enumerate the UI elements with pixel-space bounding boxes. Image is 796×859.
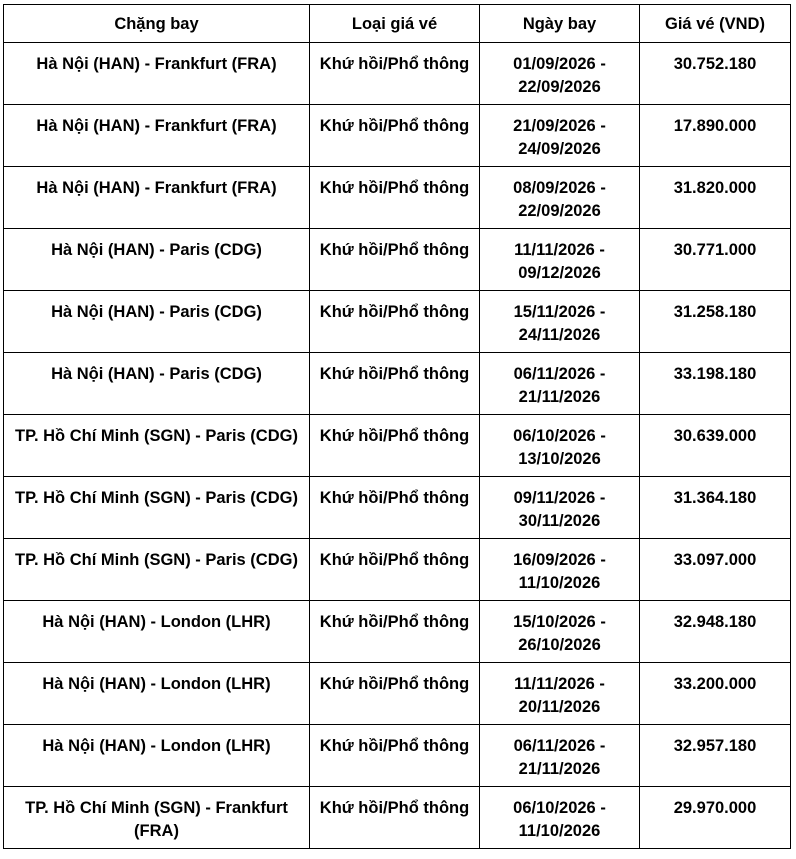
route-text: Hà Nội (HAN) - Frankfurt (FRA) [36, 117, 277, 135]
table-row [4, 229, 791, 291]
price-cell: 31.258.180 [640, 291, 791, 353]
price-cell: 33.198.180 [640, 353, 791, 415]
flight-date-cell [480, 415, 640, 477]
fare-type-cell: Khứ hồi/Phổ thông [310, 105, 480, 167]
header-flight-date: Ngày bay [480, 5, 640, 43]
header-row [4, 5, 791, 43]
route-cell [4, 725, 310, 787]
date-from: 15/10/2026 - [513, 613, 606, 631]
fare-type-cell: Khứ hồi/Phổ thông [310, 43, 480, 105]
fare-type-cell: Khứ hồi/Phổ thông [310, 477, 480, 539]
flight-date-cell [480, 601, 640, 663]
flight-date-cell [480, 105, 640, 167]
fare-table-header [4, 5, 791, 43]
date-from: 01/09/2026 - [513, 55, 606, 73]
fare-type-cell: Khứ hồi/Phổ thông [310, 353, 480, 415]
flight-date-cell [480, 663, 640, 725]
date-to: 22/09/2026 [518, 202, 601, 220]
route-cell [4, 291, 310, 353]
price-cell: 33.097.000 [640, 539, 791, 601]
fare-table [3, 4, 791, 849]
route-cell [4, 43, 310, 105]
date-from: 08/09/2026 - [513, 179, 606, 197]
fare-type-cell: Khứ hồi/Phổ thông [310, 663, 480, 725]
date-from: 06/11/2026 - [513, 737, 606, 755]
route-text: Hà Nội (HAN) - Frankfurt (FRA) [36, 55, 277, 73]
table-row [4, 787, 791, 849]
route-text: Hà Nội (HAN) - London (LHR) [42, 675, 271, 693]
route-cell [4, 229, 310, 291]
route-text: Hà Nội (HAN) - Paris (CDG) [51, 365, 262, 383]
header-fare-type: Loại giá vé [310, 5, 480, 43]
table-row [4, 291, 791, 353]
price-cell: 17.890.000 [640, 105, 791, 167]
route-cell [4, 353, 310, 415]
header-price: Giá vé (VND) [640, 5, 791, 43]
date-from: 21/09/2026 - [513, 117, 606, 135]
date-to: 13/10/2026 [518, 450, 601, 468]
date-to: 22/09/2026 [518, 78, 601, 96]
date-to: 20/11/2026 [518, 698, 601, 716]
table-row [4, 477, 791, 539]
date-to: 26/10/2026 [518, 636, 601, 654]
route-cell [4, 415, 310, 477]
date-from: 06/10/2026 - [513, 799, 606, 817]
table-row [4, 539, 791, 601]
date-from: 06/10/2026 - [513, 427, 606, 445]
date-from: 16/09/2026 - [513, 551, 606, 569]
date-from: 06/11/2026 - [513, 365, 606, 383]
price-cell: 31.820.000 [640, 167, 791, 229]
table-row [4, 105, 791, 167]
price-cell: 32.957.180 [640, 725, 791, 787]
price-cell: 29.970.000 [640, 787, 791, 849]
fare-type-cell: Khứ hồi/Phổ thông [310, 291, 480, 353]
fare-type-cell: Khứ hồi/Phổ thông [310, 725, 480, 787]
fare-type-cell: Khứ hồi/Phổ thông [310, 415, 480, 477]
flight-date-cell [480, 229, 640, 291]
route-text: Hà Nội (HAN) - Paris (CDG) [51, 241, 262, 259]
date-from: 09/11/2026 - [513, 489, 606, 507]
date-to: 24/11/2026 [518, 326, 601, 344]
date-from: 11/11/2026 - [514, 241, 605, 259]
date-to: 21/11/2026 [518, 388, 601, 406]
price-cell: 30.639.000 [640, 415, 791, 477]
route-text: TP. Hồ Chí Minh (SGN) - Paris (CDG) [15, 551, 298, 569]
flight-date-cell [480, 43, 640, 105]
fare-type-cell: Khứ hồi/Phổ thông [310, 229, 480, 291]
route-text: Hà Nội (HAN) - London (LHR) [42, 613, 271, 631]
fare-type-cell: Khứ hồi/Phổ thông [310, 601, 480, 663]
fare-type-cell: Khứ hồi/Phổ thông [310, 539, 480, 601]
route-cell [4, 477, 310, 539]
flight-date-cell [480, 291, 640, 353]
flight-date-cell [480, 787, 640, 849]
route-text: TP. Hồ Chí Minh (SGN) - Paris (CDG) [15, 427, 298, 445]
route-cell [4, 167, 310, 229]
table-row [4, 167, 791, 229]
table-row [4, 663, 791, 725]
route-text: Hà Nội (HAN) - Paris (CDG) [51, 303, 262, 321]
route-cell [4, 539, 310, 601]
table-row [4, 601, 791, 663]
route-text: Hà Nội (HAN) - London (LHR) [42, 737, 271, 755]
table-row [4, 415, 791, 477]
route-cell [4, 787, 310, 849]
date-to: 24/09/2026 [518, 140, 601, 158]
date-to: 09/12/2026 [518, 264, 601, 282]
route-cell [4, 105, 310, 167]
flight-date-cell [480, 539, 640, 601]
route-text: TP. Hồ Chí Minh (SGN) - Paris (CDG) [15, 489, 298, 507]
date-from: 11/11/2026 - [514, 675, 605, 693]
table-row [4, 43, 791, 105]
route-text: TP. Hồ Chí Minh (SGN) - Frankfurt (FRA) [25, 799, 288, 840]
fare-table-body [4, 43, 791, 849]
table-row [4, 725, 791, 787]
flight-date-cell [480, 725, 640, 787]
date-to: 11/10/2026 [518, 822, 601, 840]
date-from: 15/11/2026 - [513, 303, 606, 321]
route-cell [4, 663, 310, 725]
flight-date-cell [480, 167, 640, 229]
flight-date-cell [480, 477, 640, 539]
price-cell: 32.948.180 [640, 601, 791, 663]
flight-date-cell [480, 353, 640, 415]
header-route: Chặng bay [4, 5, 310, 43]
route-cell [4, 601, 310, 663]
route-text: Hà Nội (HAN) - Frankfurt (FRA) [36, 179, 277, 197]
date-to: 11/10/2026 [518, 574, 601, 592]
fare-type-cell: Khứ hồi/Phổ thông [310, 167, 480, 229]
fare-type-cell: Khứ hồi/Phổ thông [310, 787, 480, 849]
date-to: 21/11/2026 [518, 760, 601, 778]
price-cell: 30.771.000 [640, 229, 791, 291]
price-cell: 33.200.000 [640, 663, 791, 725]
price-cell: 31.364.180 [640, 477, 791, 539]
price-cell: 30.752.180 [640, 43, 791, 105]
date-to: 30/11/2026 [518, 512, 601, 530]
table-row [4, 353, 791, 415]
